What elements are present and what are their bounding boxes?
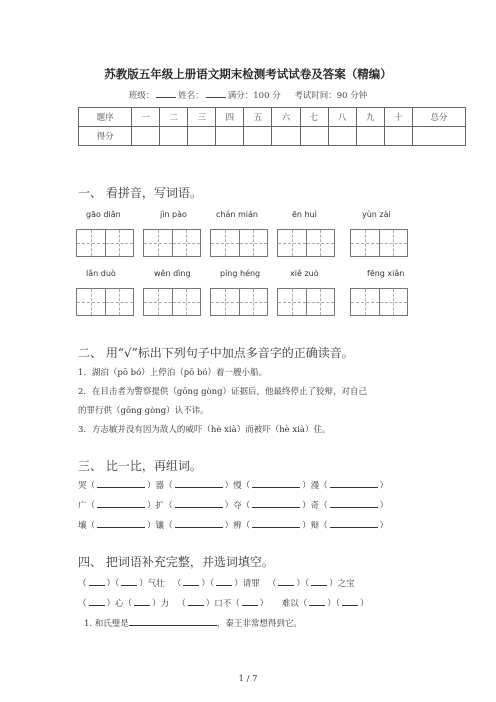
idiom-text: 气壮 [147, 579, 165, 589]
score-header-cell: 三 [188, 108, 216, 127]
fill-blank[interactable] [129, 617, 217, 626]
idiom-blank[interactable] [89, 597, 105, 606]
writing-grid[interactable] [76, 288, 134, 316]
pinyin-label: píng héng [220, 269, 261, 278]
name-blank[interactable] [206, 89, 226, 98]
writing-grid[interactable] [143, 288, 201, 316]
score-cell[interactable] [160, 127, 188, 146]
idiom-blank[interactable] [121, 577, 137, 586]
class-blank[interactable] [156, 89, 176, 98]
idiom-blank[interactable] [89, 577, 105, 586]
idiom-blank[interactable] [188, 597, 204, 606]
idiom-blank[interactable] [278, 577, 294, 586]
compare-row: 广（ ）扩（ ）夺（ ）奇（ ） [78, 501, 389, 511]
question-line: 的罪行供（gōng gòng）认不讳。 [78, 406, 209, 416]
score-cell[interactable] [412, 127, 465, 146]
answer-blank[interactable] [252, 499, 300, 508]
answer-blank[interactable] [175, 519, 223, 528]
score-header-cell: 题序 [79, 108, 132, 127]
score-row [79, 127, 466, 146]
answer-blank[interactable] [97, 479, 145, 488]
answer-blank[interactable] [330, 479, 378, 488]
pinyin-label: gāo diǎn [86, 210, 121, 219]
pinyin-label: yùn zài [362, 210, 391, 219]
question-line: 2．在目击者为警察提供（gōng gòng）证据后，他最终停止了狡辩，对自己 [78, 387, 368, 397]
question-prefix: 1. 和氏璧是 [84, 619, 129, 629]
idiom-blank[interactable] [342, 597, 358, 606]
answer-blank[interactable] [252, 479, 300, 488]
char: 扩 [155, 501, 165, 511]
fill-question [84, 617, 302, 629]
compare-row: 哭（ ）器（ ）慢（ ）漫（ ） [78, 481, 389, 491]
score-header-cell: 十 [384, 108, 412, 127]
score-cell[interactable] [328, 127, 356, 146]
score-header-cell: 二 [160, 108, 188, 127]
score-cell[interactable] [132, 127, 160, 146]
writing-grid[interactable] [76, 229, 134, 257]
pinyin-label: chán mián [216, 210, 258, 219]
answer-blank[interactable] [252, 519, 300, 528]
char: 奇 [310, 501, 320, 511]
pinyin-label: ēn huì [292, 210, 317, 219]
idiom-row: （ ）（ ）气壮 （ ）（ ）请罪 （ ）（ ）之宝 [78, 579, 355, 589]
answer-blank[interactable] [97, 499, 145, 508]
page-title: 苏教版五年级上册语文期末检测考试试卷及答案（精编） [104, 67, 392, 81]
idiom-text: 力 [160, 599, 170, 609]
answer-blank[interactable] [175, 479, 223, 488]
char: 壤 [78, 521, 87, 531]
idiom-blank[interactable] [242, 597, 258, 606]
char: 器 [155, 481, 165, 491]
score-header-row [79, 108, 466, 127]
score-header-cell: 一 [132, 108, 160, 127]
idiom-row: （ ）心（ ）力 （ ）口不（ ） 难以（ ）（ ） [78, 599, 369, 609]
full-score: 满分：100 分 [227, 91, 281, 101]
score-header-cell: 九 [356, 108, 384, 127]
pinyin-label: xiě zuò [290, 269, 319, 278]
section1-title: 一、 看拼音，写词语。 [78, 186, 202, 200]
writing-grid[interactable] [277, 288, 335, 316]
idiom-text: 口不 [214, 599, 232, 609]
score-header-cell: 总分 [412, 108, 465, 127]
score-cell[interactable] [244, 127, 272, 146]
idiom-blank[interactable] [216, 577, 232, 586]
question-suffix: ，秦王非常想得到它。 [216, 619, 302, 629]
char: 哭 [78, 481, 87, 491]
idiom-blank[interactable] [134, 597, 150, 606]
score-cell[interactable] [272, 127, 300, 146]
score-header-cell: 四 [216, 108, 244, 127]
score-cell[interactable] [188, 127, 216, 146]
writing-grid[interactable] [143, 229, 201, 257]
char: 辩 [310, 521, 320, 531]
page-number: 1 / 7 [238, 674, 258, 684]
score-header-cell: 六 [272, 108, 300, 127]
pinyin-label: wěn dìng [154, 269, 191, 278]
section4-title: 四、 把词语补充完整，并选词填空。 [78, 555, 274, 569]
char: 夺 [233, 501, 242, 511]
idiom-text: 心 [115, 599, 124, 609]
pinyin-label: lǎn duò [86, 269, 116, 278]
idiom-text: 难以 [281, 599, 299, 609]
score-row-label: 得分 [79, 127, 132, 146]
score-header-cell: 八 [328, 108, 356, 127]
pinyin-label: jìn pào [160, 210, 187, 219]
char: 镶 [155, 521, 165, 531]
section2-title: 二、 用“√”标出下列句子中加点多音字的正确读音。 [78, 346, 354, 360]
writing-grid[interactable] [350, 288, 408, 316]
idiom-text: 请罪 [242, 579, 260, 589]
section3-title: 三、 比一比，再组词。 [78, 459, 202, 473]
answer-blank[interactable] [97, 519, 145, 528]
idiom-blank[interactable] [183, 577, 199, 586]
class-label: 班级： [128, 91, 155, 101]
compare-row: 壤（ ）镶（ ）辨（ ）辩（ ） [78, 521, 389, 531]
score-cell[interactable] [216, 127, 244, 146]
writing-grid[interactable] [210, 229, 268, 257]
question-line: 3．方志敏并没有因为敌人的威吓（hè xià）而被吓（hè xià）住。 [78, 425, 331, 435]
answer-blank[interactable] [175, 499, 223, 508]
score-header-cell: 七 [300, 108, 328, 127]
score-cell[interactable] [384, 127, 412, 146]
score-header-cell: 五 [244, 108, 272, 127]
idiom-blank[interactable] [311, 577, 327, 586]
name-label: 姓名： [178, 91, 204, 101]
writing-grid[interactable] [350, 229, 408, 257]
idiom-text: 之宝 [337, 579, 355, 589]
writing-grid[interactable] [210, 288, 268, 316]
exam-time: 考试时间：90 分钟 [294, 91, 368, 101]
question-line: 1．湖泊（pō bó）上停泊（pō bó）着一艘小船。 [78, 368, 268, 378]
answer-blank[interactable] [330, 519, 378, 528]
answer-blank[interactable] [330, 499, 378, 508]
char: 广 [78, 501, 87, 511]
score-cell[interactable] [300, 127, 328, 146]
char: 辨 [233, 521, 242, 531]
score-table [78, 107, 466, 146]
score-cell[interactable] [356, 127, 384, 146]
idiom-blank[interactable] [309, 597, 325, 606]
char: 慢 [233, 481, 242, 491]
writing-grid[interactable] [277, 229, 335, 257]
exam-info [0, 89, 496, 101]
char: 漫 [310, 481, 320, 491]
pinyin-label: fēng xiǎn [367, 269, 405, 278]
